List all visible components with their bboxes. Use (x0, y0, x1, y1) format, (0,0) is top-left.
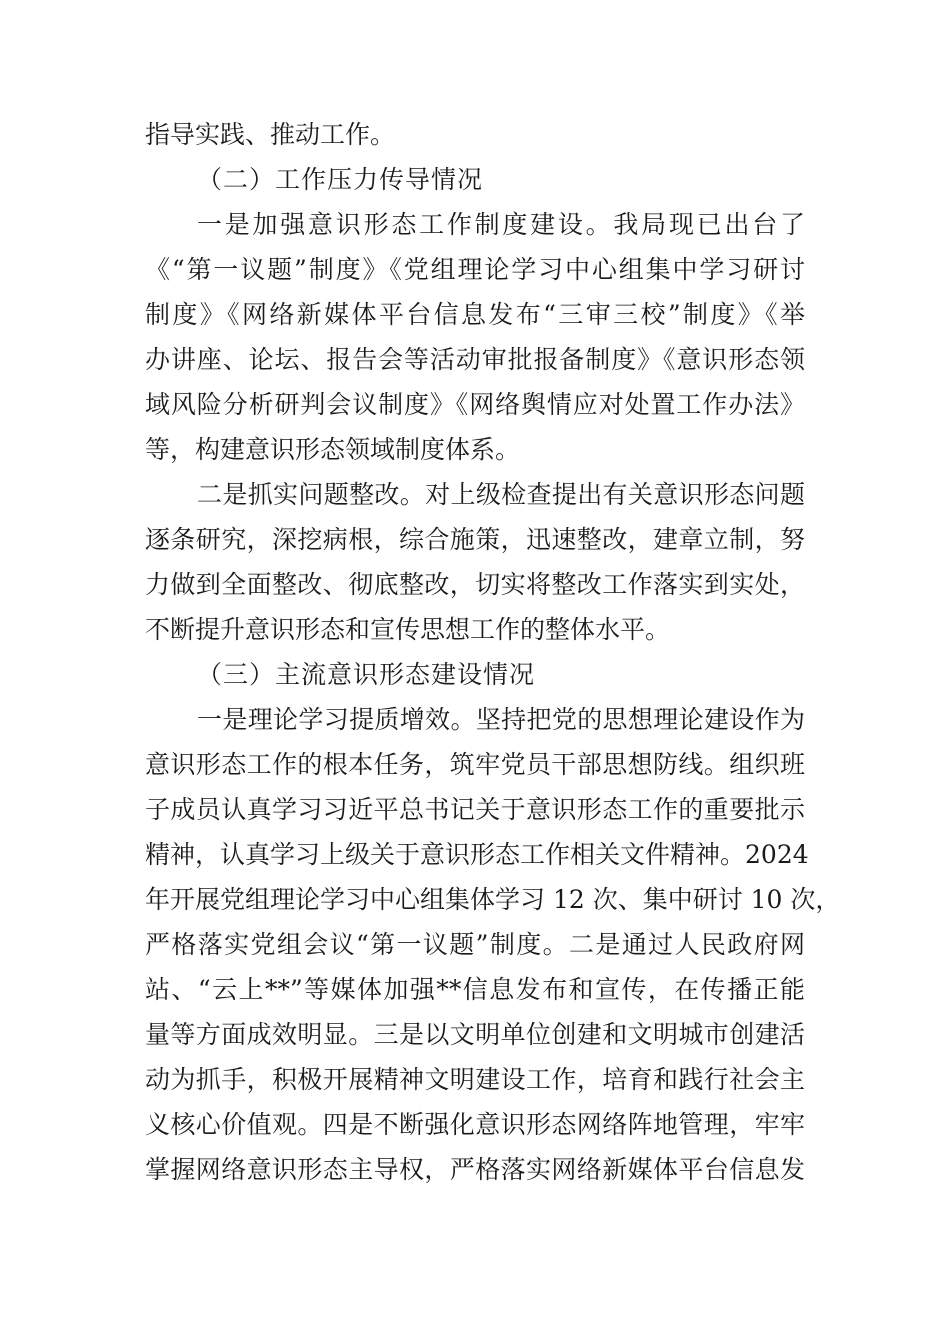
paragraph-line: 严格落实党组会议“第一议题”制度。二是通过人民政府网 (145, 930, 805, 959)
paragraph-line: 一是理论学习提质增效。坚持把党的思想理论建设作为 (197, 705, 805, 734)
paragraph-line: 意识形态工作的根本任务，筑牢党员干部思想防线。组织班 (145, 750, 805, 779)
paragraph-line: 一是加强意识形态工作制度建设。我局现已出台了 (197, 210, 805, 239)
paragraph-line: 等，构建意识形态领域制度体系。 (145, 435, 521, 464)
paragraph-line: 《“第一议题”制度》《党组理论学习中心组集中学习研讨 (145, 255, 805, 284)
body-text (145, 112, 841, 1192)
paragraph-line: 力做到全面整改、彻底整改，切实将整改工作落实到实处， (145, 570, 805, 599)
paragraph-line: 精神，认真学习上级关于意识形态工作相关文件精神。2024 (145, 840, 809, 869)
paragraph-line: 子成员认真学习习近平总书记关于意识形态工作的重要批示 (145, 795, 805, 824)
paragraph-line: 制度》《网络新媒体平台信息发布“三审三校”制度》《举 (145, 300, 805, 329)
paragraph-line: 年开展党组理论学习中心组集体学习 12 次、集中研讨 10 次， (145, 885, 841, 914)
paragraph-line: 掌握网络意识形态主导权，严格落实网络新媒体平台信息发 (145, 1155, 805, 1184)
paragraph-line: 站、“云上**”等媒体加强**信息发布和宣传，在传播正能 (145, 975, 805, 1004)
paragraph-line: 不断提升意识形态和宣传思想工作的整体水平。 (145, 615, 671, 644)
paragraph-line: 域风险分析研判会议制度》《网络舆情应对处置工作办法》 (145, 390, 805, 419)
paragraph-line: 义核心价值观。四是不断强化意识形态网络阵地管理，牢牢 (145, 1110, 805, 1139)
paragraph-line: 指导实践、推动工作。 (145, 120, 396, 149)
section-heading: （二）工作压力传导情况 (197, 165, 484, 194)
section-heading: （三）主流意识形态建设情况 (197, 660, 536, 689)
paragraph-line: 办讲座、论坛、报告会等活动审批报备制度》《意识形态领 (145, 345, 805, 374)
paragraph-line: 动为抓手，积极开展精神文明建设工作，培育和践行社会主 (145, 1065, 805, 1094)
paragraph-line: 二是抓实问题整改。对上级检查提出有关意识形态问题 (197, 480, 805, 509)
paragraph-line: 逐条研究，深挖病根，综合施策，迅速整改，建章立制，努 (145, 525, 805, 554)
paragraph-line: 量等方面成效明显。三是以文明单位创建和文明城市创建活 (145, 1020, 805, 1049)
